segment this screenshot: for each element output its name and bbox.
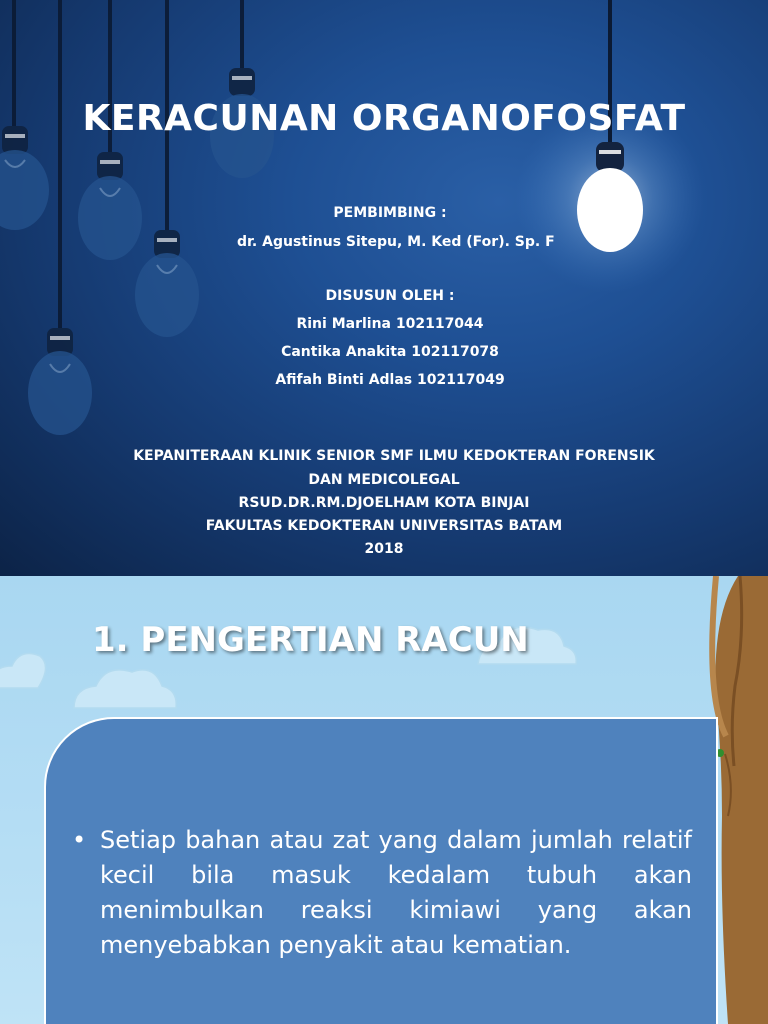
content-card	[44, 717, 718, 1024]
bullet-item	[72, 823, 692, 963]
section-title: 1. PENGERTIAN RACUN	[92, 620, 529, 660]
institution-line: DAN MEDICOLEGAL	[308, 472, 460, 488]
pembimbing-label: PEMBIMBING :	[333, 205, 447, 221]
slide-title: KERACUNAN ORGANOFOSFAT	[82, 98, 686, 139]
institution-line: RSUD.DR.RM.DJOELHAM KOTA BINJAI	[238, 495, 530, 511]
light-bulb-icon	[210, 0, 274, 178]
author-line: Afifah Binti Adlas 102117049	[275, 372, 505, 388]
institution-line: FAKULTAS KEDOKTERAN UNIVERSITAS BATAM	[205, 518, 563, 534]
cloud-icon	[0, 654, 46, 688]
light-bulb-icon	[135, 0, 199, 337]
pembimbing-name: dr. Agustinus Sitepu, M. Ked (For). Sp. F	[237, 234, 555, 250]
institution-line: KEPANITERAAN KLINIK SENIOR SMF ILMU KEDOKTERAN FORENSIK	[133, 448, 655, 464]
year-line: 2018	[364, 541, 404, 557]
cloud-icon	[74, 670, 176, 708]
author-line: Rini Marlina 102117044	[296, 316, 484, 332]
content-slide	[0, 576, 768, 1024]
author-line: Cantika Anakita 102117078	[281, 344, 499, 360]
bullet-text: Setiap bahan atau zat yang dalam jumlah relatif kecil bila masuk kedalam tubuh akan menimbulkan reaksi kimiawi yang akan menyebabkan penyakit atau kematian.	[100, 826, 692, 959]
tree-icon	[712, 576, 768, 1024]
disusun-label: DISUSUN OLEH :	[325, 288, 455, 304]
bullet-marker: •	[72, 826, 87, 854]
